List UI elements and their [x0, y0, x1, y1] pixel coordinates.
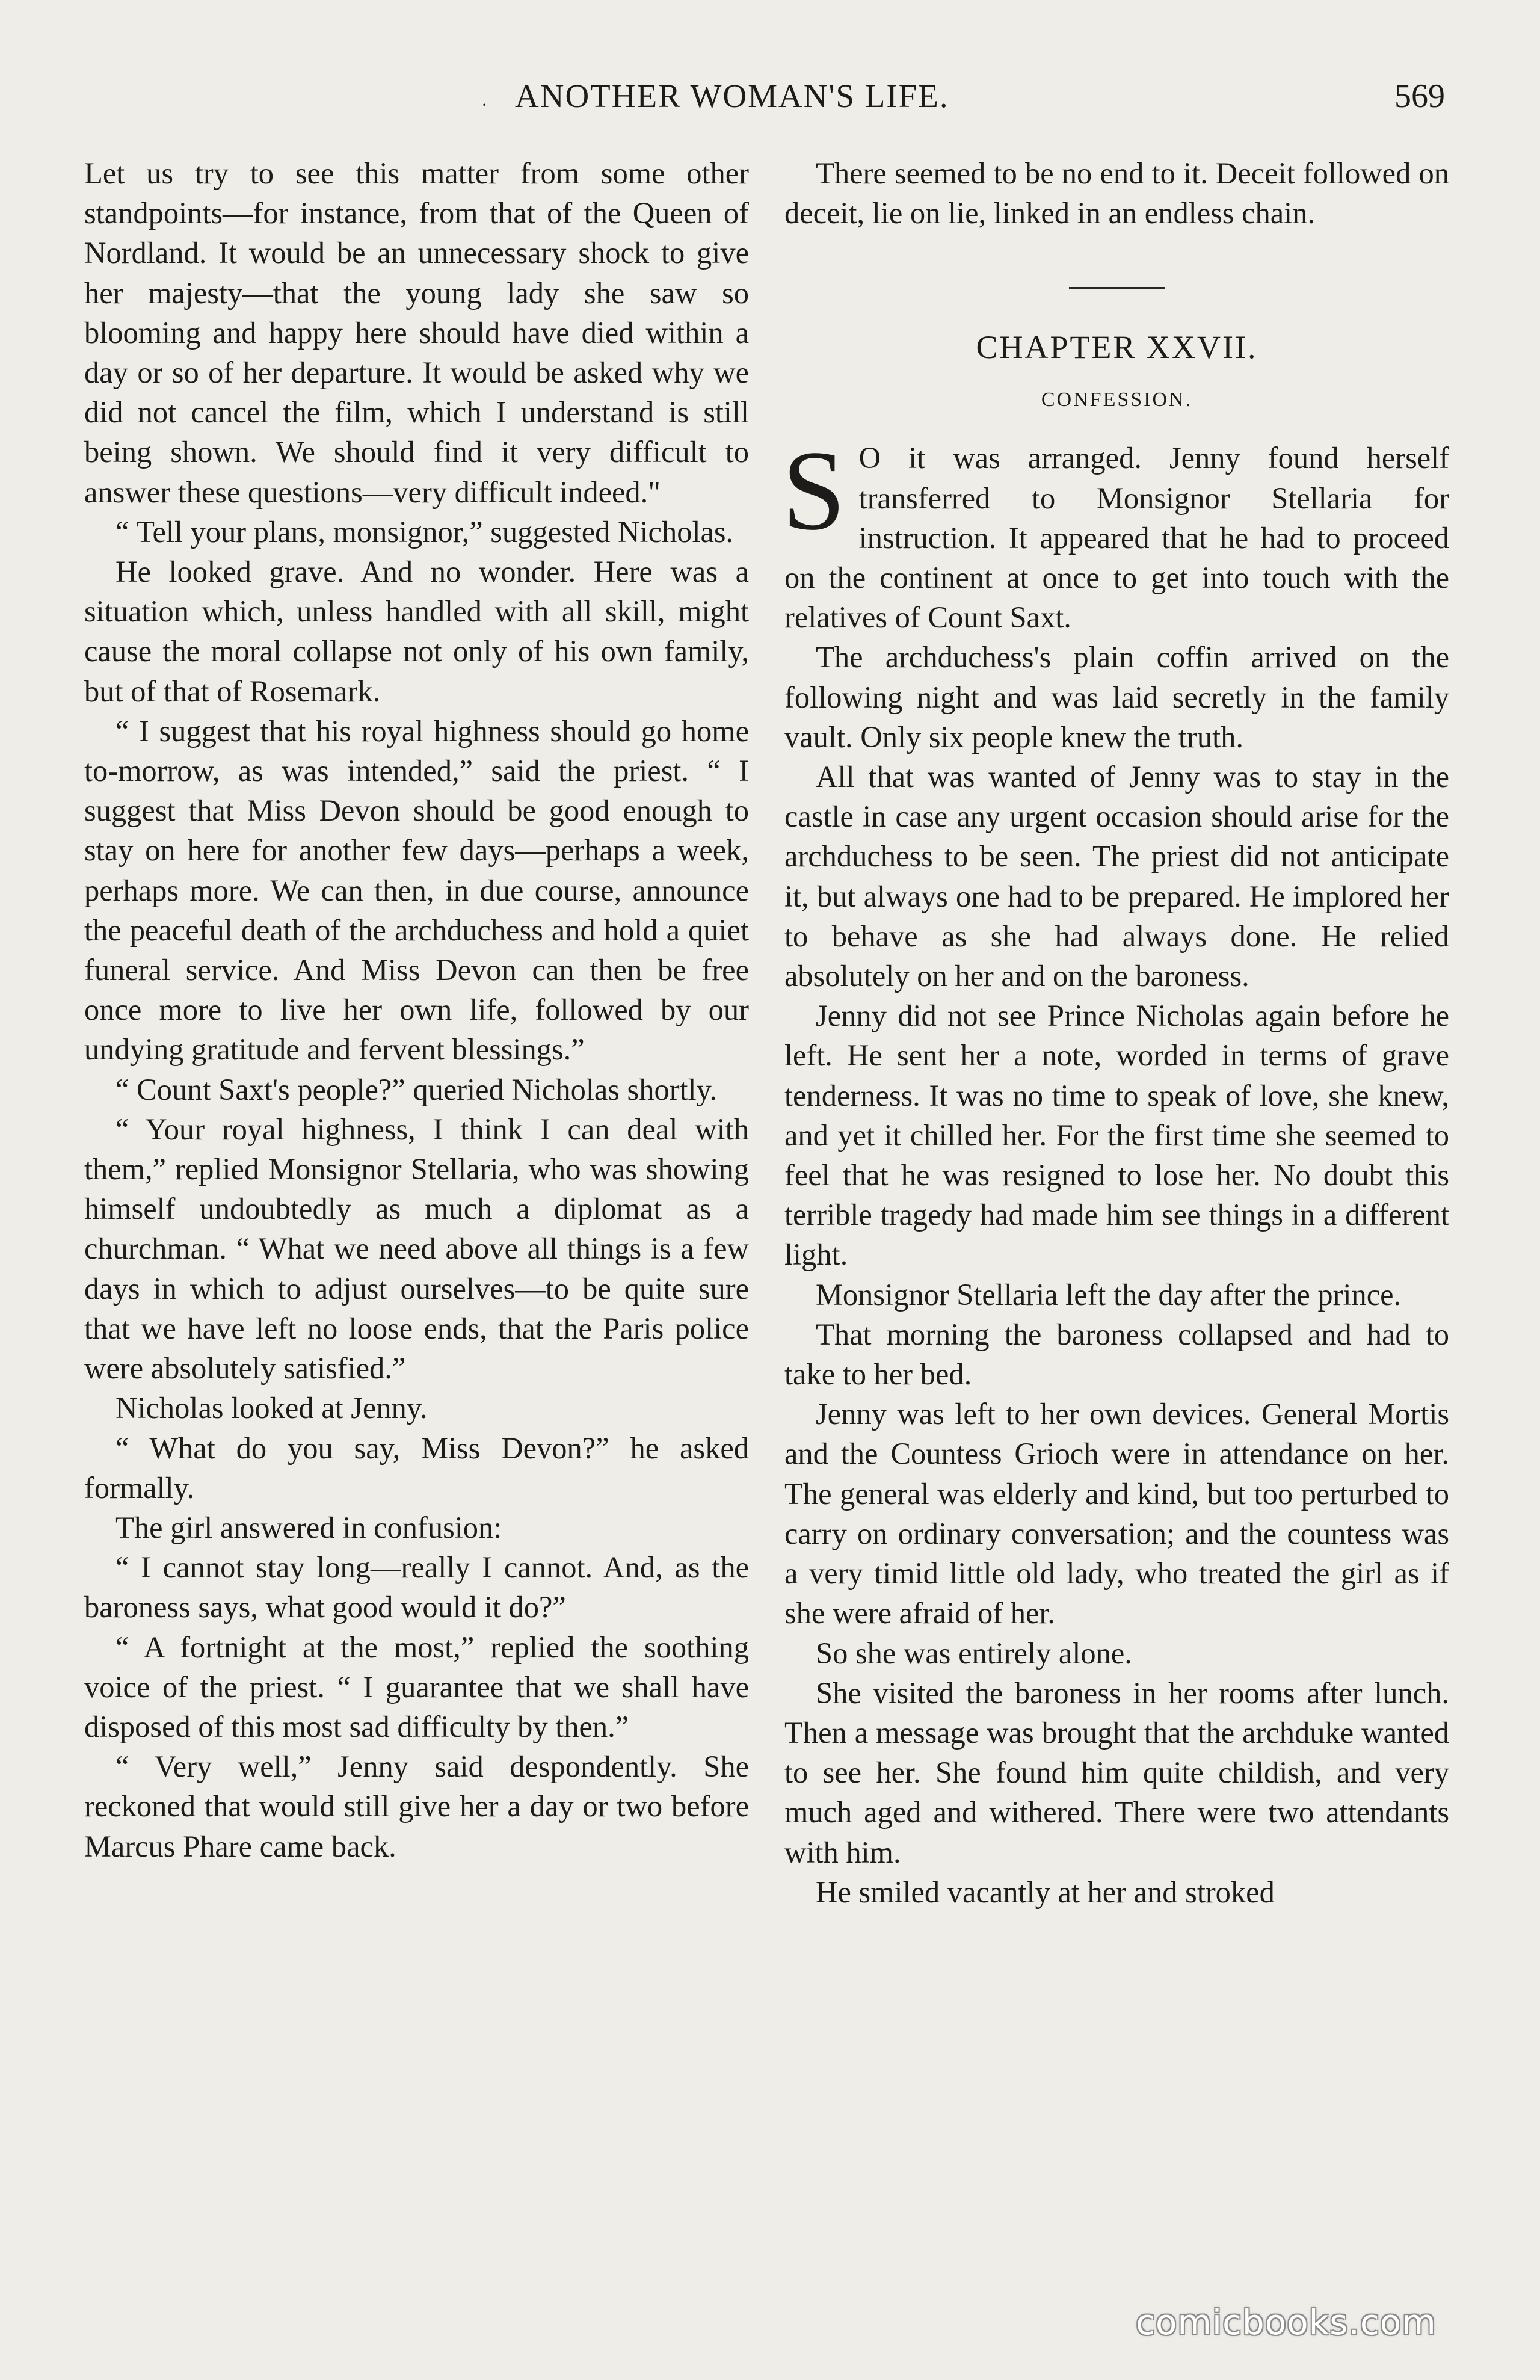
paragraph: Jenny did not see Prince Nicholas again before he left. He sent her a note, worded in terms of grave tenderness. It was no time to speak of love, she knew, and yet it chilled her. For the first time she seemed to feel that he was resigned to lose her. No doubt this terrible tragedy had made him see things in a different light. [784, 999, 1449, 1272]
paragraph: “ Count Saxt's people?” queried Nicholas shortly. [116, 1072, 718, 1106]
paragraph: The girl answered in confusion: [116, 1510, 502, 1544]
paragraph: He looked grave. And no wonder. Here was a situation which, unless handled with all skill, might cause the moral collapse not only of his own family, but of that of Rosemark. [84, 555, 749, 708]
paragraph: “ Tell your plans, monsignor,” suggested Nicholas. [116, 514, 734, 549]
page-header [0, 77, 1540, 125]
section-divider [1069, 287, 1165, 289]
paragraph: “ I suggest that his royal highness should go home to-morrow, as was intended,” said the priest. “ I suggest that Miss Devon should be good enough to stay on here for another few days—perhaps a week, perhaps more. We can then, in due course, announce the peaceful death of the archduchess and hold a quiet funeral service. And Miss Devon can then be free once more to live her own life, followed by our undying gratitude and fervent blessings.” [84, 714, 749, 1067]
drop-cap: S [782, 428, 846, 555]
chapter-opening-paragraph [782, 428, 1449, 637]
page-number: 569 [1394, 78, 1445, 115]
chapter-subtitle: CONFESSION. [1041, 389, 1193, 412]
paragraph: He smiled vacantly at her and stroked [816, 1875, 1275, 1909]
paragraph: Monsignor Stellaria left the day after the prince. [816, 1277, 1402, 1312]
paragraph: So she was entirely alone. [816, 1636, 1132, 1670]
paragraph: The archduchess's plain coffin arrived on the following night and was laid secretly in the family vault. Only six people knew the truth. [784, 640, 1449, 754]
paragraph: “ Your royal highness, I think I can deal with them,” replied Monsignor Stellaria, who was showing himself undoubtedly as much a diplomat as a churchman. “ What we need above all things is a few days in which to adjust ourselves—to be quite sure that we have left no loose ends, that the Paris police were absolutely satisfied.” [84, 1112, 749, 1386]
paragraph: “ I cannot stay long—really I cannot. And, as the baroness says, what good would it do?” [84, 1550, 749, 1624]
paragraph: “ A fortnight at the most,” replied the soothing voice of the priest. “ I guarantee that we shall have disposed of this most sad difficulty by then.” [84, 1630, 749, 1743]
paragraph: She visited the baroness in her rooms after lunch. Then a message was brought that the archduke wanted to see her. She found him quite childish, and very much aged and withered. There were two attendants with him. [784, 1676, 1449, 1869]
paragraph: All that was wanted of Jenny was to stay in the castle in case any urgent occasion should arise for the archduchess to be seen. The priest did not anticipate it, but always one had to be prepared. He implored her to behave as she had always done. He relied absolutely on her and on the baroness. [784, 760, 1449, 993]
paragraph: “ What do you say, Miss Devon?” he asked formally. [84, 1431, 749, 1505]
chapter-title: CHAPTER XXVII. [976, 329, 1258, 366]
paragraph: Nicholas looked at Jenny. [116, 1391, 428, 1425]
paragraph: That morning the baroness collapsed and had to take to her bed. [784, 1317, 1449, 1392]
paragraph: Jenny was left to her own devices. General Mortis and the Countess Grioch were in attendance on her. The general was elderly and kind, but too perturbed to carry on ordinary conversation; and the countess was a very timid little old lady, who treated the girl as if she were afraid of her. [784, 1397, 1449, 1630]
paragraph: “ Very well,” Jenny said despondently. She reckoned that would still give her a day or two before Marcus Phare came back. [84, 1750, 749, 1863]
right-column [784, 153, 1449, 1912]
paragraph: Let us try to see this matter from some other standpoints—for instance, from that of the Queen of Nordland. It would be an unnecessary shock to give her majesty—that the young lady she saw so blooming and happy here should have died within a day or so of her departure. It would be asked why we did not cancel the film, which I understand is still being shown. We should find it very difficult to answer these questions—very difficult indeed." [84, 156, 749, 509]
header-ornament: · [481, 95, 487, 115]
opening-text: O it was arranged. Jenny found herself transferred to Monsignor Stellaria for instruction. It appeared that he had to proceed on the continent at once to get into touch with the relatives of Count Saxt. [784, 441, 1449, 635]
watermark: comicbooks.com [1136, 2302, 1437, 2343]
paragraph: There seemed to be no end to it. Deceit followed on deceit, lie on lie, linked in an endless chain. [784, 156, 1449, 230]
left-column [84, 153, 749, 1866]
running-title: ANOTHER WOMAN'S LIFE. [515, 78, 949, 114]
